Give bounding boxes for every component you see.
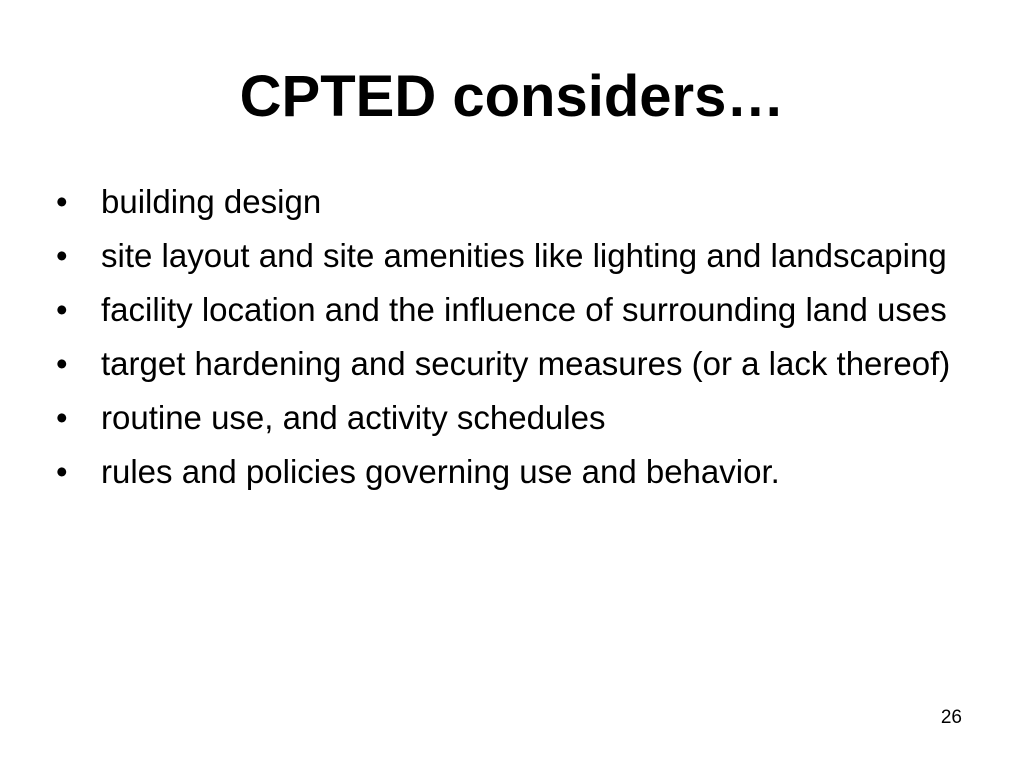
bullet-item <box>56 178 956 226</box>
bullet-text: target hardening and security measures (or a lack thereof) <box>101 345 951 382</box>
bullet-dot-icon: • <box>56 237 68 274</box>
slide-number: 26 <box>940 707 962 728</box>
bullet-dot-icon: • <box>56 345 68 382</box>
bullet-dot-icon: • <box>56 399 68 436</box>
bullet-item <box>56 232 956 280</box>
bullet-item <box>56 448 956 496</box>
bullet-item <box>56 340 956 388</box>
bullet-item <box>56 394 956 442</box>
bullet-text: facility location and the influence of surrounding land uses <box>101 291 947 328</box>
bullet-dot-icon: • <box>56 453 68 490</box>
bullet-list <box>56 178 956 502</box>
bullet-dot-icon: • <box>56 183 68 220</box>
bullet-item <box>56 286 956 334</box>
bullet-text: site layout and site amenities like lighting and landscaping <box>101 237 947 274</box>
slide-title: CPTED considers… <box>239 64 785 129</box>
bullet-dot-icon: • <box>56 291 68 328</box>
bullet-text: building design <box>101 183 322 220</box>
bullet-text: routine use, and activity schedules <box>101 399 606 436</box>
bullet-text: rules and policies governing use and behavior. <box>101 453 780 490</box>
